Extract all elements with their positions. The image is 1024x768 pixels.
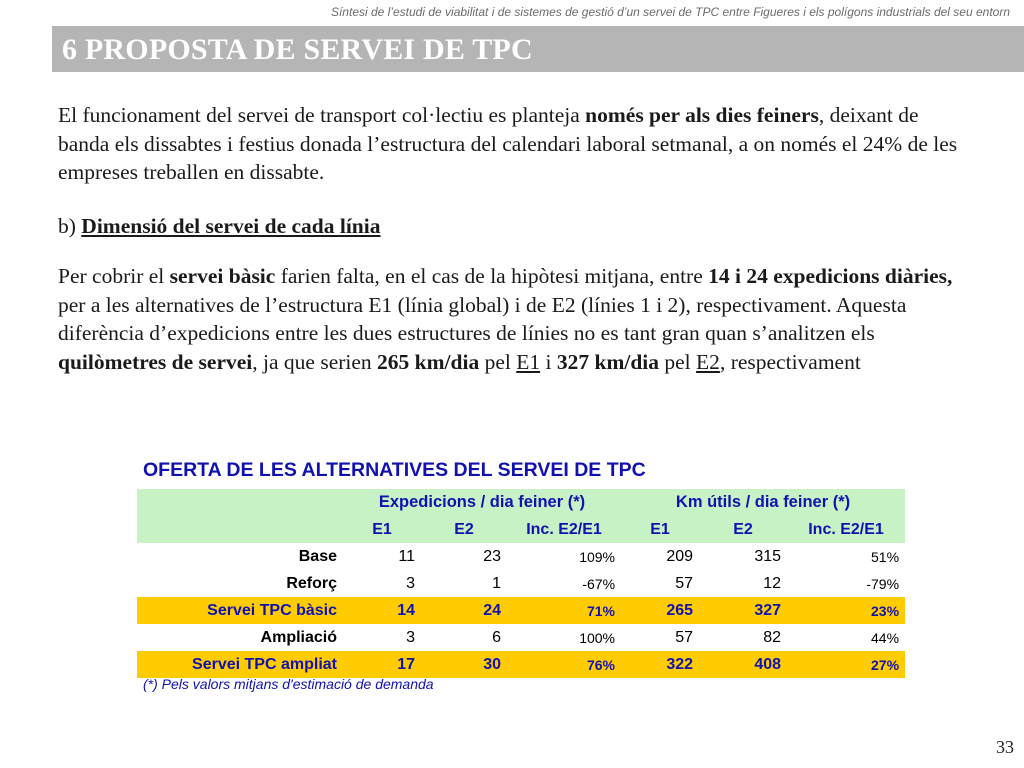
paragraph-basic-service: [58, 262, 958, 376]
table-row-highlighted: [137, 597, 905, 624]
paragraph-text: farien falta, en el cas de la hipòtesi mitjana, entre: [275, 264, 709, 288]
column-header: E2: [733, 520, 753, 538]
column-header: Inc. E2/E1: [808, 520, 884, 538]
table-cell: 82: [763, 628, 782, 646]
table-sub-header-row: [137, 516, 905, 543]
table-cell: 51%: [871, 548, 900, 565]
table-cell: 44%: [871, 629, 900, 646]
emphasis-text: servei bàsic: [169, 264, 276, 288]
table-cell: -67%: [582, 575, 616, 592]
underlined-text: E2: [696, 349, 720, 374]
table-row: [137, 624, 905, 651]
section-title-bar: [52, 26, 1024, 72]
table-cell: 3: [406, 628, 415, 646]
table-cell: 23%: [787, 597, 905, 624]
table-cell: 1: [492, 574, 501, 592]
document-header-caption: Síntesi de l’estudi de viabilitat i de sistemes de gestió d’un servei de TPC entre Figueres i els polígons industrials del seu entorn: [330, 5, 1010, 19]
table-row: [137, 570, 905, 597]
paragraph-text: El funcionament del servei de transport col·lectiu es planteja: [58, 103, 586, 127]
table-corner-cell: [137, 489, 343, 516]
table-cell: 23: [483, 547, 501, 565]
table-cell: 109%: [579, 548, 616, 565]
table-cell: 76%: [507, 651, 621, 678]
group-header-expeditions: Expedicions / dia feiner (*): [378, 493, 586, 511]
table-cell: 322: [621, 651, 699, 678]
table-cell: 57: [675, 628, 694, 646]
section-title: 6 PROPOSTA DE SERVEI DE TPC: [62, 33, 533, 66]
table-cell: 100%: [579, 629, 616, 646]
paragraph-text: , ja que serien: [252, 349, 378, 374]
paragraph-text: pel: [479, 349, 517, 374]
column-header: E2: [454, 520, 474, 538]
paragraph-text: per a les alternatives de l’estructura E1 (línia global) i de E2 (línies 1 i 2), respectivament. Aquesta diferència d’expedicions entre les dues estructures de línies no es tant gran quan s’analitzen els: [58, 292, 907, 345]
table-cell: 30: [421, 651, 507, 678]
table-cell: 11: [398, 547, 415, 565]
emphasis-text: 14 i 24 expedicions diàries,: [708, 264, 953, 288]
subheading-suffix: ): [68, 214, 82, 238]
paragraph-text: , respectivament: [719, 349, 861, 374]
table-cell: -79%: [866, 575, 900, 592]
emphasis-text: 327 km/dia: [556, 349, 660, 374]
table-cell: 57: [675, 574, 694, 592]
subheading-service-dimension: [58, 212, 958, 241]
table-group-header-row: [137, 489, 905, 516]
group-header-km: Km útils / dia feiner (*): [675, 493, 851, 511]
page-number: 33: [996, 737, 1014, 757]
table-row-highlighted: [137, 651, 905, 678]
paragraph-service-days: [58, 101, 958, 187]
column-header: E1: [372, 520, 392, 538]
table-cell: 27%: [787, 651, 905, 678]
table-cell: 12: [763, 574, 782, 592]
emphasis-text: 265 km/dia: [377, 349, 480, 374]
table-cell: 327: [699, 597, 787, 624]
table-cell: 71%: [507, 597, 621, 624]
row-label: Ampliació: [260, 628, 337, 646]
paragraph-text: , deixant de banda els dissabtes i festius donada l’estructura del calendari laboral setmanal, a on només el 24% de les empreses treballen en dissabte.: [58, 103, 958, 184]
underlined-text: E1: [516, 349, 541, 374]
table-cell: 14: [343, 597, 421, 624]
row-label: Base: [298, 547, 337, 565]
table-cell: 17: [343, 651, 421, 678]
table-cell: 6: [492, 628, 501, 646]
table-cell: 315: [754, 547, 782, 565]
table-cell: 24: [421, 597, 507, 624]
emphasis-text: quilòmetres de servei: [58, 349, 253, 374]
table-cell: 408: [699, 651, 787, 678]
row-label: Servei TPC ampliat: [137, 651, 343, 678]
paragraph-text: i: [540, 349, 557, 374]
paragraph-text: Per cobrir el: [58, 264, 170, 288]
table-cell: 3: [406, 574, 415, 592]
table-title: OFERTA DE LES ALTERNATIVES DEL SERVEI DE TPC: [143, 459, 646, 481]
service-offer-table: [137, 489, 905, 678]
table-cell: 209: [666, 547, 694, 565]
table-corner-cell: [137, 516, 343, 543]
table-cell: 265: [621, 597, 699, 624]
column-header: E1: [650, 520, 670, 538]
row-label: Servei TPC bàsic: [137, 597, 343, 624]
column-header: Inc. E2/E1: [526, 520, 602, 538]
table-footnote: (*) Pels valors mitjans d'estimació de demanda: [143, 676, 434, 692]
row-label: Reforç: [286, 574, 337, 592]
table-row: [137, 543, 905, 570]
paragraph-text: pel: [659, 349, 697, 374]
subheading-text: Dimensió del servei de cada línia: [81, 214, 381, 238]
subheading-prefix: b: [58, 214, 69, 238]
emphasis-text: només per als dies feiners: [585, 103, 819, 127]
